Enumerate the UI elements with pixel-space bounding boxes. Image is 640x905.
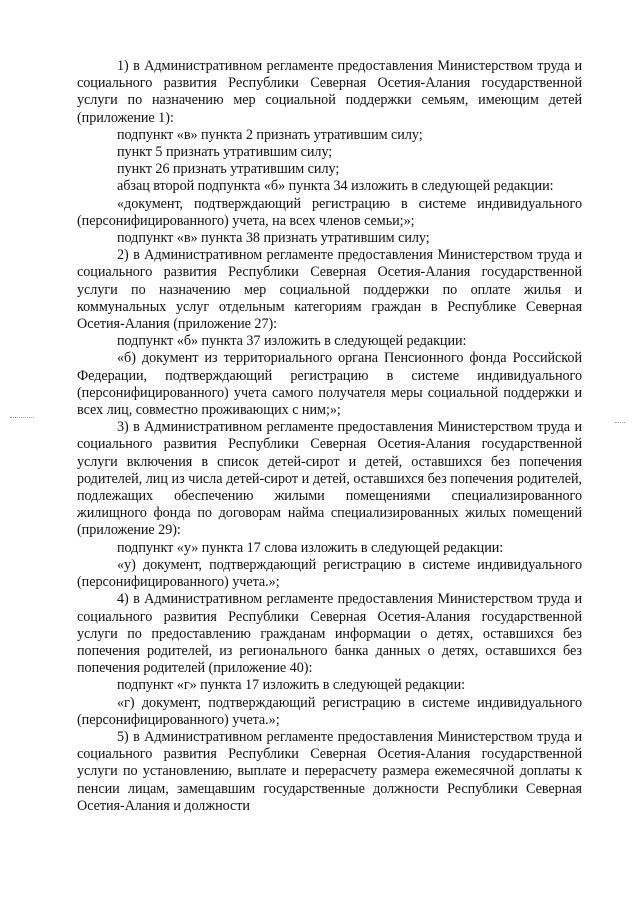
- scan-margin-mark-left: [10, 417, 34, 420]
- scan-margin-mark-right: [615, 422, 625, 425]
- paragraph-item-1-intro: 1) в Административном регламенте предоставления Министерством труда и социального развития Республики Северная Осетия-Алания государственной услуги по назначению мер социальной поддержки семьям, имеющим детей (приложение 1):: [77, 58, 582, 126]
- paragraph-item-2-point-37: подпункт «б» пункта 37 изложить в следующей редакции:: [117, 333, 467, 350]
- paragraph-item-3-new-text: «у) документ, подтверждающий регистрацию в системе индивидуального (персонифицированного) учета.»;: [77, 556, 582, 591]
- paragraph-item-4-point-17: подпункт «г» пункта 17 изложить в следующей редакции:: [117, 677, 466, 694]
- paragraph-item-4-intro: 4) в Административном регламенте предоставления Министерством труда и социального развития Республики Северная Осетия-Алания государственной услуги по предоставлению гражданам информации о детях, оставшихся без попечения родителей, из регионального банка данных о детях, оставшихся без попечения родителей (приложение 40):: [77, 591, 582, 677]
- paragraph-item-4-new-text: «г) документ, подтверждающий регистрацию в системе индивидуального (персонифицированного) учета.»;: [77, 694, 582, 728]
- paragraph-item-3-point-17: подпункт «у» пункта 17 слова изложить в следующей редакции:: [117, 539, 504, 556]
- paragraph-item-1-point-38: подпункт «в» пункта 38 признать утратившим силу;: [117, 230, 430, 247]
- paragraph-item-1-new-text: «документ, подтверждающий регистрацию в системе индивидуального (персонифицированного) учета, на всех членов семьи;»;: [77, 195, 582, 229]
- paragraph-item-1-point-34: абзац второй подпункта «б» пункта 34 изложить в следующей редакции:: [117, 178, 554, 195]
- paragraph-item-2-intro: 2) в Административном регламенте предоставления Министерством труда и социального развития Республики Северная Осетия-Алания государственной услуги по назначению мер социальной поддержки по оплате жилья и коммунальных услуг отдельным категориям граждан в Республике Северная Осетия-Алания (приложение 27):: [77, 247, 582, 333]
- paragraph-item-1-sub-v-point-2: подпункт «в» пункта 2 признать утратившим силу;: [117, 126, 423, 143]
- paragraph-item-3-intro: 3) в Административном регламенте предоставления Министерством труда и социального развития Республики Северная Осетия-Алания государственной услуги включения в список детей-сирот и детей, оставшихся без попечения родителей, лиц из числа детей-сирот и детей, оставшихся без попечения родителей, подлежащих обеспечению жилыми помещениями специализированного жилищного фонда по договорам найма специализированных жилых помещений (приложение 29):: [77, 419, 582, 539]
- paragraph-item-1-point-26: пункт 26 признать утратившим силу;: [117, 161, 340, 178]
- paragraph-item-1-point-5: пункт 5 признать утратившим силу;: [117, 144, 333, 161]
- paragraph-item-5-intro: 5) в Административном регламенте предоставления Министерством труда и социального развития Республики Северная Осетия-Алания государственной услуги по установлению, выплате и перерасчету размера ежемесячной доплаты к пенсии лицам, замещавшим государственные должности Республики Северная Осетия-Алания и должности: [77, 728, 582, 814]
- paragraph-item-2-new-text: «б) документ из территориального органа Пенсионного фонда Российской Федерации, подтверждающий регистрацию в системе индивидуального (персонифицированного) учета самого получателя меры социальной поддержки и всех лиц, совместно проживающих с ним;»;: [77, 350, 582, 419]
- document-body: [77, 58, 582, 815]
